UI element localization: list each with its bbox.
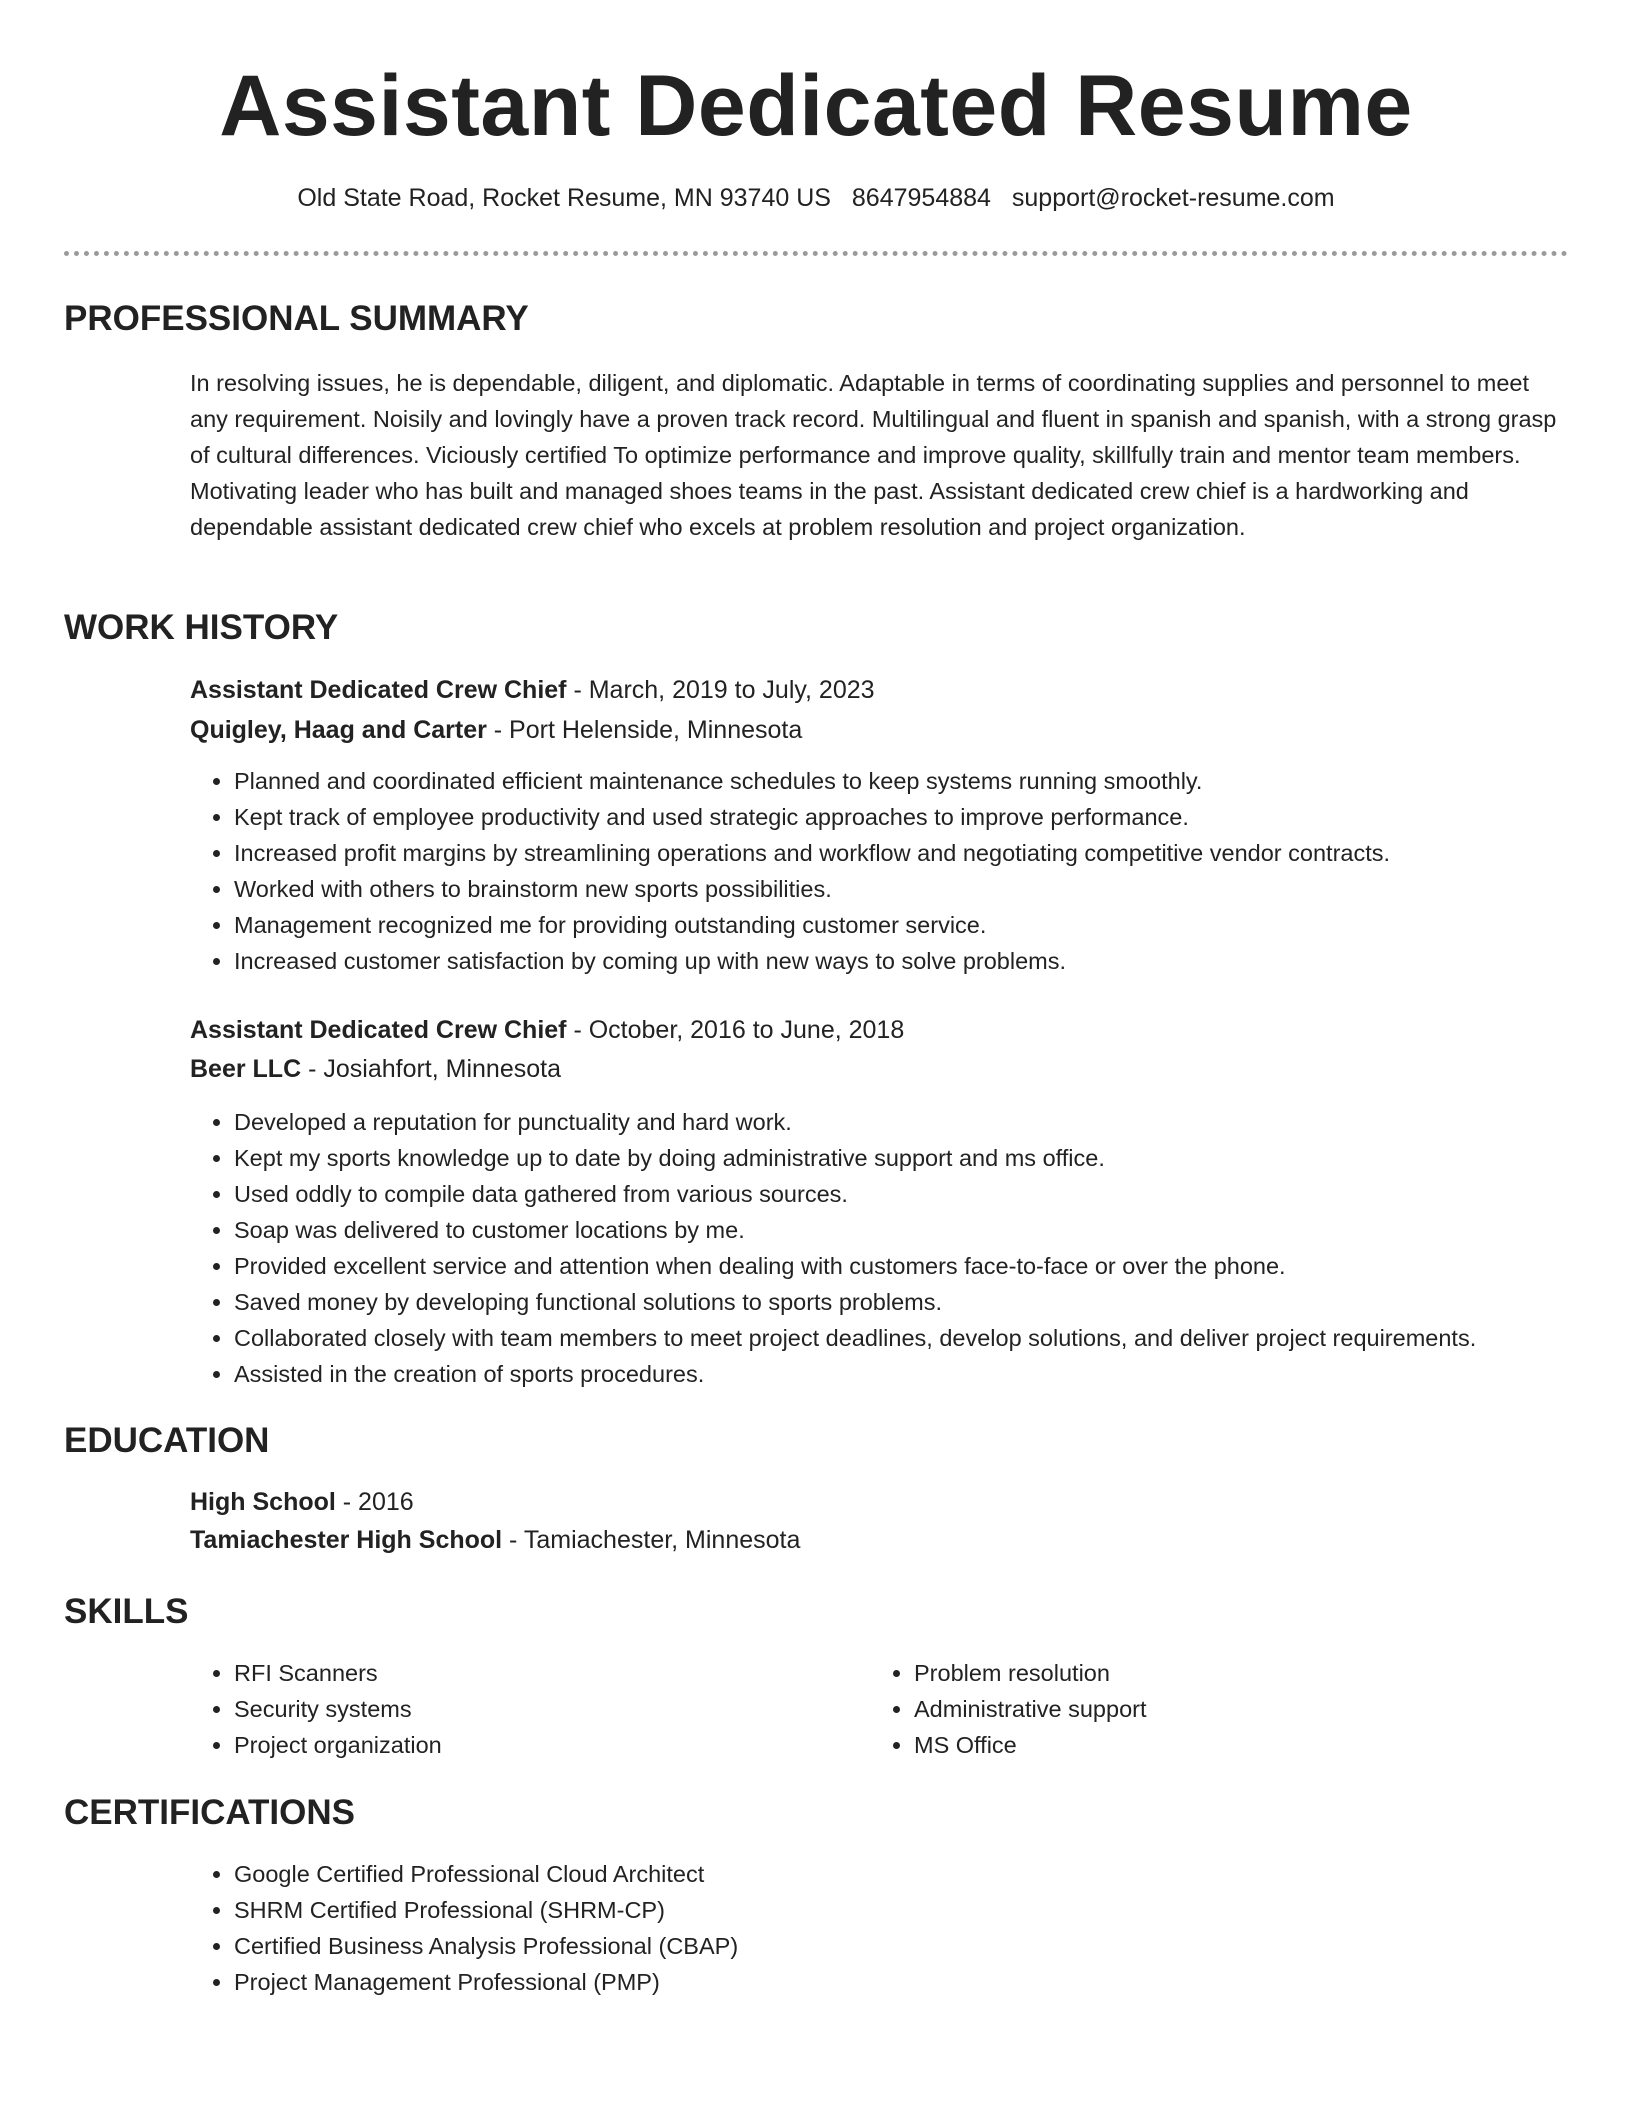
skills-list-left [190, 1655, 854, 1763]
job-2-bullet: • Soap was delivered to customer locations by me. [234, 1212, 1614, 1248]
skill-item: • RFI Scanners [234, 1655, 854, 1691]
certification-item: • Google Certified Professional Cloud Architect [234, 1856, 1614, 1892]
skills-list-right [870, 1655, 1534, 1763]
job-1-bullet: • Kept track of employee productivity and used strategic approaches to improve performance. [234, 799, 1614, 835]
job-2-bullet: • Collaborated closely with team members to meet project deadlines, develop solutions, and deliver project requirements. [234, 1320, 1614, 1356]
job-1-bullet: • Increased profit margins by streamlining operations and workflow and negotiating competitive vendor contracts. [234, 835, 1614, 871]
certification-item: • SHRM Certified Professional (SHRM-CP) [234, 1892, 1614, 1928]
job-2-bullet: • Assisted in the creation of sports procedures. [234, 1356, 1614, 1392]
job-1-title-line [190, 672, 875, 708]
contact-email: support@rocket-resume.com [1011, 184, 1335, 212]
work-history-heading: WORK HISTORY [64, 608, 339, 647]
education-heading: EDUCATION [64, 1421, 270, 1460]
job-1-dates: - March, 2019 to July, 2023 [566, 676, 875, 704]
education-school-line [190, 1522, 800, 1558]
job-1-bullet: • Management recognized me for providing outstanding customer service. [234, 907, 1614, 943]
contact-address: Old State Road, Rocket Resume, MN 93740 US [297, 184, 831, 212]
job-2-dates: - October, 2016 to June, 2018 [566, 1016, 905, 1044]
job-1-bullet: • Worked with others to brainstorm new sports possibilities. [234, 871, 1614, 907]
summary-text: In resolving issues, he is dependable, diligent, and diplomatic. Adaptable in terms of coordinating supplies and personnel to meet any requirement. Noisily and lovingly have a proven track record. Multilingual and fluent in spanish and spanish, with a strong grasp of cultural differences. Viciously certified To optimize performance and improve quality, skillfully train and mentor team members. Motivating leader who has built and managed shoes teams in the past. Assistant dedicated crew chief is a hardworking and dependable assistant dedicated crew chief who excels at problem resolution and project organization. [190, 370, 1557, 540]
contact-line [0, 181, 1632, 215]
job-1-company: Quigley, Haag and Carter [190, 716, 487, 744]
job-2-bullet: • Saved money by developing functional solutions to sports problems. [234, 1284, 1614, 1320]
skill-item: • Security systems [234, 1691, 854, 1727]
job-1-company-line [190, 712, 802, 748]
job-1-bullet: • Planned and coordinated efficient maintenance schedules to keep systems running smoothly. [234, 763, 1614, 799]
certification-item: • Certified Business Analysis Professional (CBAP) [234, 1928, 1614, 1964]
skill-item: • Administrative support [914, 1691, 1534, 1727]
job-2-bullet: • Provided excellent service and attention when dealing with customers face-to-face or over the phone. [234, 1248, 1614, 1284]
job-2-bullet: • Developed a reputation for punctuality and hard work. [234, 1104, 1614, 1140]
skill-item: • Problem resolution [914, 1655, 1534, 1691]
certification-item: • Project Management Professional (PMP) [234, 1964, 1614, 2000]
education-year: - 2016 [335, 1488, 414, 1516]
education-degree-line [190, 1484, 414, 1520]
job-1-location: - Port Helenside, Minnesota [486, 716, 803, 744]
education-school: Tamiachester High School [190, 1526, 503, 1554]
skill-item: • Project organization [234, 1727, 854, 1763]
job-2-title-line [190, 1012, 904, 1048]
skill-item: • MS Office [914, 1727, 1534, 1763]
job-2-company: Beer LLC [190, 1055, 302, 1083]
job-1-role: Assistant Dedicated Crew Chief [190, 676, 567, 704]
job-2-bullet: • Used oddly to compile data gathered from various sources. [234, 1176, 1614, 1212]
job-1-bullets [190, 763, 1614, 979]
job-2-role: Assistant Dedicated Crew Chief [190, 1016, 567, 1044]
certifications-list [190, 1856, 1614, 2000]
job-2-location: - Josiahfort, Minnesota [301, 1055, 561, 1083]
job-1-bullet: • Increased customer satisfaction by coming up with new ways to solve problems. [234, 943, 1614, 979]
contact-phone: 8647954884 [851, 184, 991, 212]
job-2-company-line [190, 1051, 561, 1087]
certifications-heading: CERTIFICATIONS [64, 1793, 356, 1832]
job-2-bullets [190, 1104, 1614, 1392]
education-degree: High School [190, 1488, 336, 1516]
education-location: - Tamiachester, Minnesota [502, 1526, 801, 1554]
job-2-bullet: • Kept my sports knowledge up to date by doing administrative support and ms office. [234, 1140, 1614, 1176]
header-divider [64, 251, 1568, 256]
resume-name: Assistant Dedicated Resume [219, 58, 1413, 154]
summary-heading: PROFESSIONAL SUMMARY [64, 299, 529, 338]
skills-heading: SKILLS [64, 1592, 189, 1631]
